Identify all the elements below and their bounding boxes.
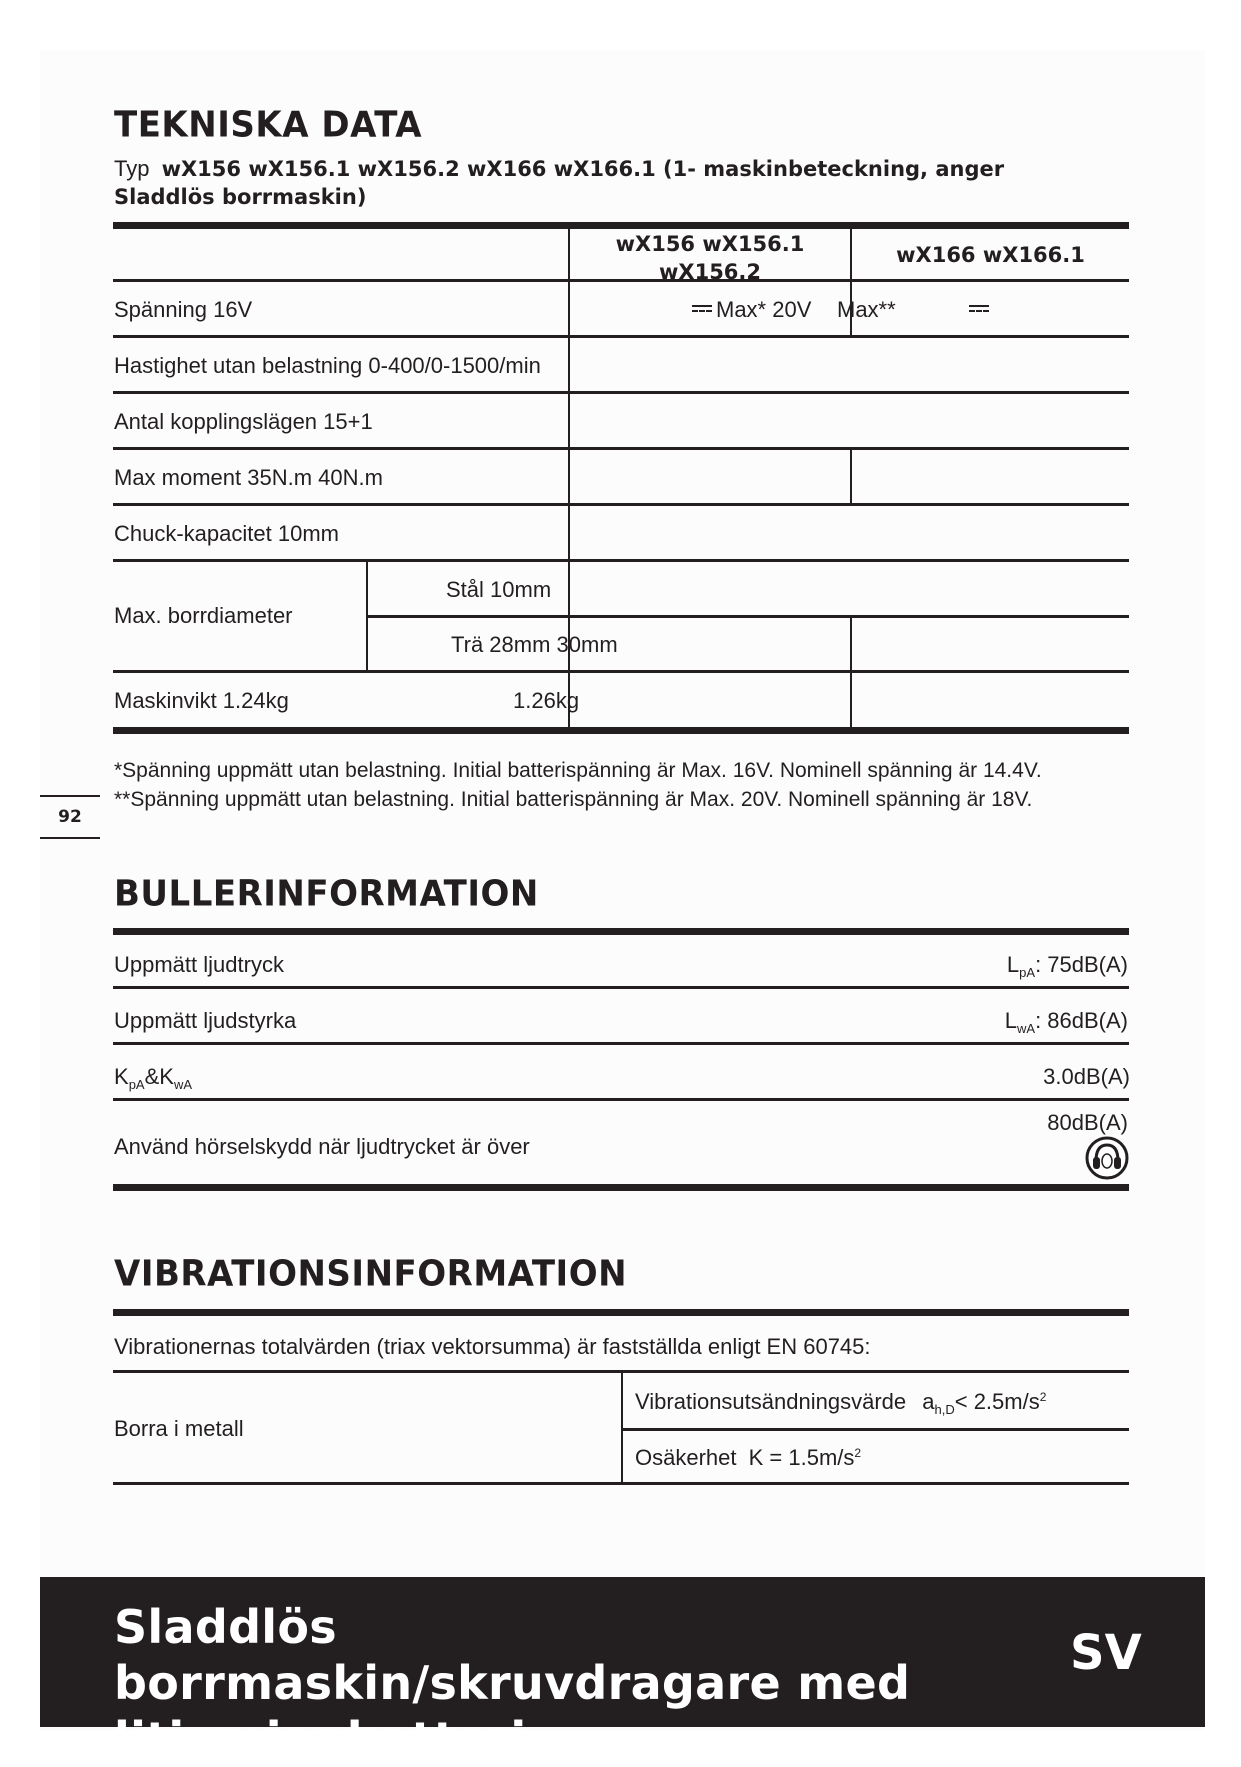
footnote-2: **Spänning uppmätt utan belastning. Initial batterispänning är Max. 20V. Nominell spänning är 18V. [114, 788, 1033, 811]
uncertainty-row: Osäkerhet $K = 1.5m/s^2$ [635, 1445, 862, 1470]
technical-data-heading: TEKNISKA DATA [114, 104, 423, 146]
weight-label: Maskinvikt 1.24kg [114, 688, 289, 713]
row-rule [622, 1428, 1129, 1431]
clutch-label: Antal kopplingslägen 15+1 [114, 409, 373, 434]
voltage-value2: Max** [837, 297, 896, 322]
row-rule [113, 1098, 1129, 1101]
row-rule [113, 503, 1129, 506]
type-models: wX156 wX156.1 wX156.2 wX166 wX166.1 (1- maskinbeteckning, anger [161, 157, 1005, 181]
type-line2: Sladdlös borrmaskin) [114, 185, 367, 209]
voltage-label: Spänning 16V [114, 297, 253, 322]
table-top-rule [113, 222, 1129, 229]
protection-label: Använd hörselskydd när ljudtrycket är över [114, 1134, 530, 1159]
column-divider [850, 617, 852, 731]
power-value: $L_{wA}$: 86dB(A) [1004, 1008, 1128, 1036]
col1-header: wX156 wX156.1 wX156.2 [615, 232, 805, 284]
dc-symbol-icon [692, 305, 712, 315]
row-rule [113, 335, 1129, 338]
power-label: Uppmätt ljudstyrka [114, 1008, 297, 1033]
voltage-value: Max* 20V [692, 297, 811, 323]
row-rule [113, 986, 1129, 989]
language-code: SV [1070, 1625, 1142, 1681]
column-divider [850, 449, 852, 505]
steel-label: Stål 10mm [446, 577, 552, 602]
chuck-label: Chuck-kapacitet 10mm [114, 521, 339, 546]
torque-label: Max moment 35N.m 40N.m [114, 465, 383, 490]
dc-symbol-icon [969, 304, 993, 322]
row-rule [113, 447, 1129, 450]
page-number-rule [40, 795, 100, 797]
k-label: $K_{pA}\&K_{wA}$ [114, 1064, 193, 1092]
emission-row: Vibrationsutsändningsvärde $a_{h,D}< 2.5m/s^2$ [635, 1389, 1047, 1417]
noise-heading: BULLERINFORMATION [114, 873, 539, 915]
row-rule [113, 670, 1129, 673]
type-line [114, 156, 1004, 182]
column-divider [366, 561, 368, 673]
pressure-value: $L_{pA}$: 75dB(A) [1006, 952, 1128, 980]
drill-diameter-label: Max. borrdiameter [114, 603, 293, 628]
footer-title: Sladdlös borrmaskin/skruvdragare med litiumjonbatteri [114, 1600, 911, 1766]
footer-band [40, 1577, 1205, 1766]
row-rule [113, 559, 1129, 562]
noise-bottom-rule [113, 1184, 1129, 1191]
noise-top-rule [113, 928, 1129, 935]
col2-header: wX166 wX166.1 [896, 243, 1085, 267]
row-rule [368, 615, 1129, 618]
footnote-1: *Spänning uppmätt utan belastning. Initial batterispänning är Max. 16V. Nominell spänning är 14.4V. [114, 759, 1042, 782]
type-label: Typ [114, 156, 150, 181]
page-number-rule [40, 837, 100, 839]
ear-protection-icon [1085, 1136, 1129, 1180]
table-bottom-rule [113, 727, 1129, 734]
weight-value2: 1.26kg [513, 688, 580, 713]
vibration-top-rule [113, 1309, 1129, 1316]
pressure-label: Uppmätt ljudtryck [114, 952, 284, 977]
row-rule [113, 391, 1129, 394]
k-value: 3.0dB(A) [1043, 1064, 1130, 1089]
vibration-intro: Vibrationernas totalvärden (triax vektorsumma) är fastställda enligt EN 60745: [114, 1334, 871, 1359]
protection-value: 80dB(A) [1047, 1110, 1128, 1135]
vibration-heading: VIBRATIONSINFORMATION [114, 1253, 628, 1295]
wood-label: Trä 28mm 30mm [451, 632, 618, 657]
speed-label: Hastighet utan belastning 0-400/0-1500/min [114, 353, 541, 378]
column-divider [621, 1372, 623, 1484]
page-number: 92 [58, 807, 82, 827]
activity-label: Borra i metall [114, 1416, 244, 1441]
row-rule [113, 1042, 1129, 1045]
